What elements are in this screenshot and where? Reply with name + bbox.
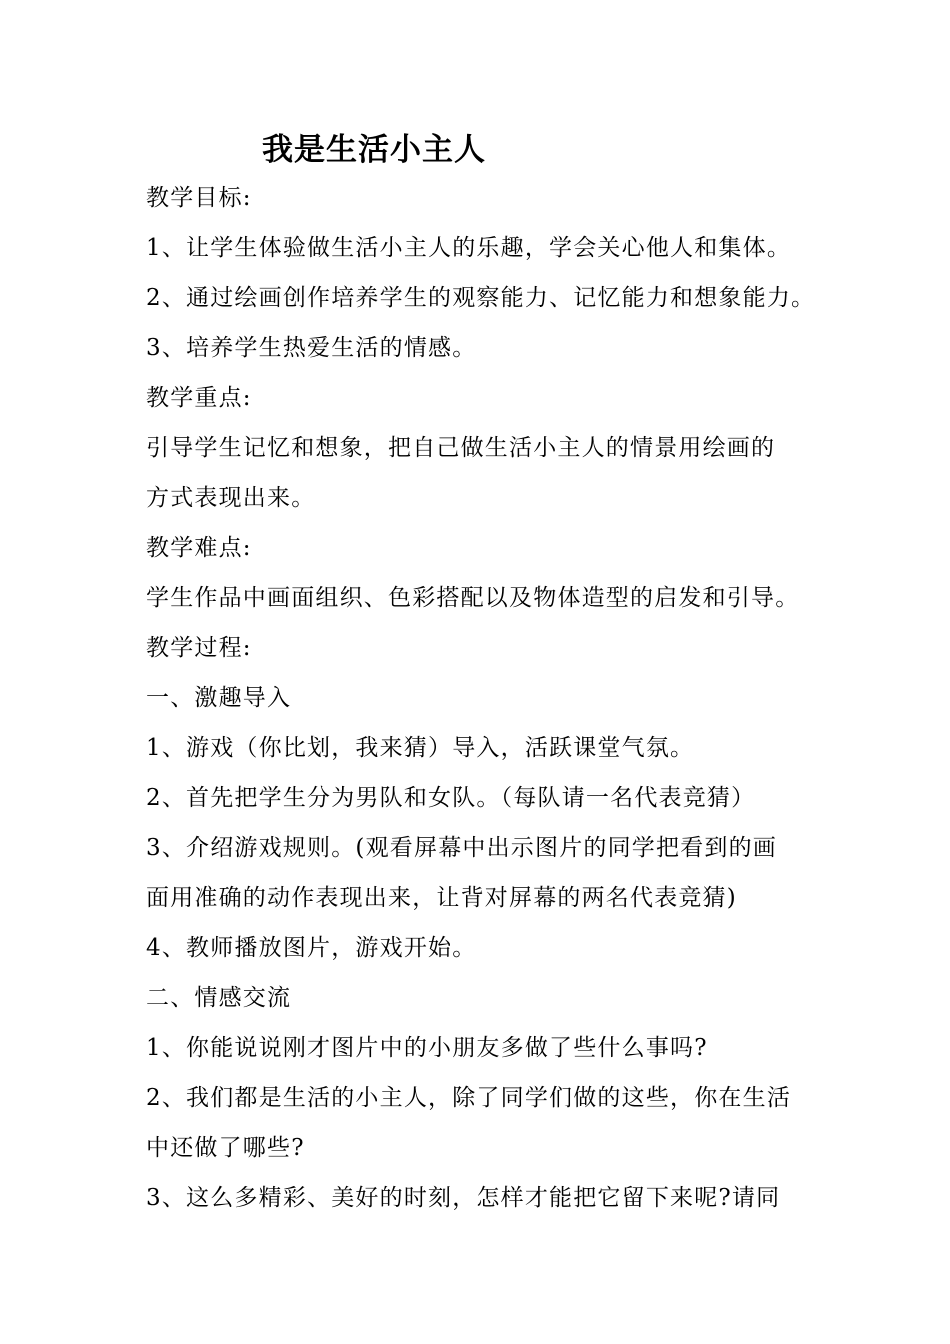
goal-item-3: 3、培养学生热爱生活的情感。 [146, 335, 477, 361]
exchange-item-3-line-1: 3、这么多精彩、美好的时刻，怎样才能把它留下来呢?请同 [146, 1185, 781, 1211]
section-heading-1: 一、激趣导入 [146, 685, 292, 711]
process-item-3-line-1: 3、介绍游戏规则。(观看屏幕中出示图片的同学把看到的画 [146, 835, 778, 861]
goal-item-1: 1、让学生体验做生活小主人的乐趣，学会关心他人和集体。 [146, 235, 792, 261]
process-item-3-line-2: 面用准确的动作表现出来，让背对屏幕的两名代表竞猜) [146, 885, 737, 911]
document-title: 我是生活小主人 [262, 132, 486, 168]
process-item-2: 2、首先把学生分为男队和女队。（每队请一名代表竞猜） [146, 785, 756, 811]
heading-key-points: 教学重点: [146, 385, 252, 411]
section-heading-2: 二、情感交流 [146, 985, 292, 1011]
heading-teaching-process: 教学过程: [146, 635, 252, 661]
exchange-item-1: 1、你能说说刚才图片中的小朋友多做了些什么事吗? [146, 1035, 708, 1061]
goal-item-2: 2、通过绘画创作培养学生的观察能力、记忆能力和想象能力。 [146, 285, 816, 311]
difficulties-text: 学生作品中画面组织、色彩搭配以及物体造型的启发和引导。 [146, 585, 800, 611]
heading-teaching-goals: 教学目标: [146, 185, 252, 211]
key-points-text-line-2: 方式表现出来。 [146, 485, 316, 511]
heading-difficulties: 教学难点: [146, 535, 252, 561]
key-points-text-line-1: 引导学生记忆和想象，把自己做生活小主人的情景用绘画的 [146, 435, 776, 461]
process-item-1: 1、游戏（你比划，我来猜）导入，活跃课堂气氛。 [146, 735, 695, 761]
process-item-4: 4、教师播放图片，游戏开始。 [146, 935, 477, 961]
exchange-item-2-line-1: 2、我们都是生活的小主人，除了同学们做的这些，你在生活 [146, 1085, 792, 1111]
exchange-item-2-line-2: 中还做了哪些? [146, 1135, 305, 1161]
